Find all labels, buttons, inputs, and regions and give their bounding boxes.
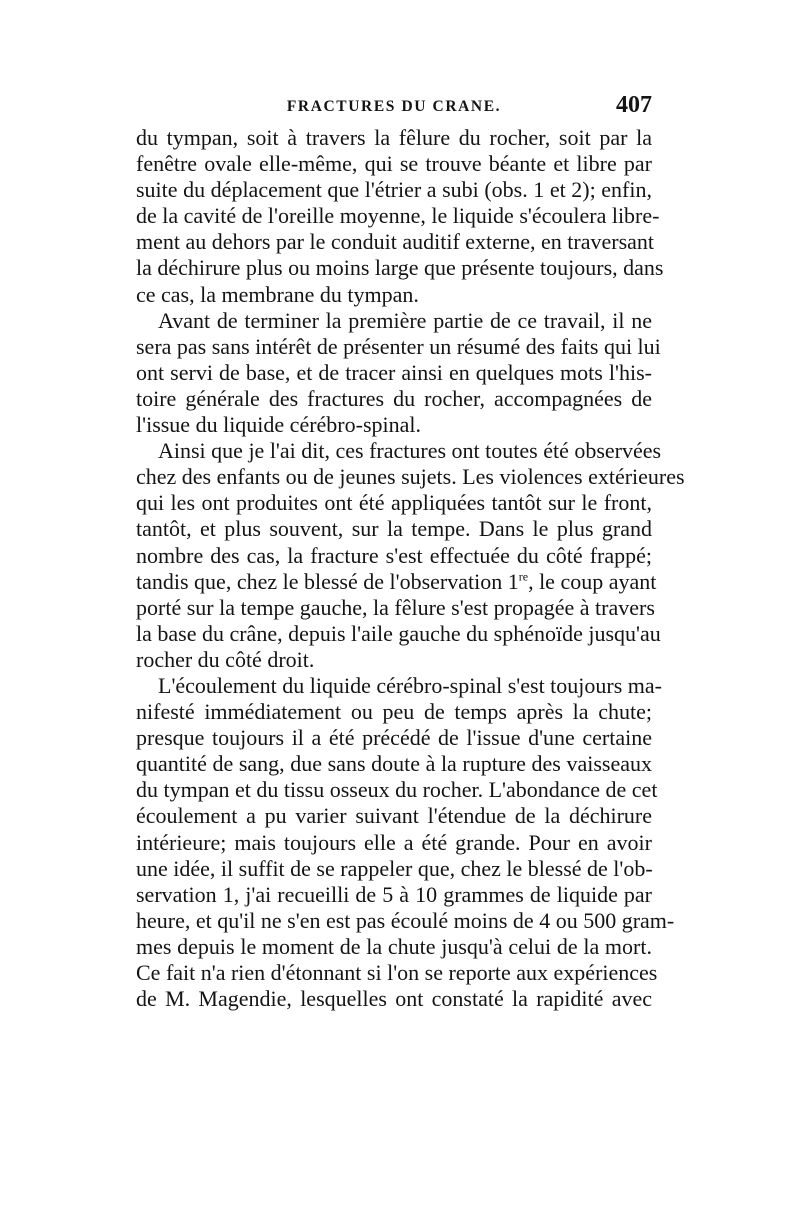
text-line: du tympan et du tissu osseux du rocher. L'abondance de cet [136,777,658,803]
body-text [136,125,685,1012]
page-number: 407 [616,92,652,118]
text-line: l'issue du liquide cérébro-spinal. [136,412,422,438]
text-segment: , le coup ayant [528,568,657,594]
text-line: mes depuis le moment de la chute jusqu'à celui de la mort. [136,933,652,959]
text-line-with-superscript [136,568,657,595]
text-line: porté sur la tempe gauche, la fêlure s'est propagée à travers [136,594,655,620]
text-line: heure, et qu'il ne s'en est pas écoulé moins de 4 ou 500 gram- [136,907,675,933]
text-line: tantôt, et plus souvent, sur la tempe. Dans le plus grand [136,516,652,542]
text-line: servation 1, j'ai recueilli de 5 à 10 grammes de liquide par [136,881,652,907]
text-line: rocher du côté droit. [136,646,315,672]
text-line: quantité de sang, due sans doute à la rupture des vaisseaux [136,751,652,777]
text-line: Ce fait n'a rien d'étonnant si l'on se reporte aux expériences [136,960,658,985]
text-segment: tandis que, chez le blessé de l'observation 1 [136,568,519,594]
text-line: chez des enfants ou de jeunes sujets. Les violences extérieures [136,464,685,490]
paragraph-start-line: L'écoulement du liquide cérébro-spinal s'est toujours ma- [158,672,663,698]
text-line: fenêtre ovale elle-même, qui se trouve béante et libre par [136,151,652,177]
text-line: la déchirure plus ou moins large que présente toujours, dans [136,255,664,281]
text-line: ce cas, la membrane du tympan. [136,281,419,307]
text-line: du tympan, soit à travers la fêlure du rocher, soit par la [136,125,652,150]
text-line: ont servi de base, et de tracer ainsi en quelques mots l'his- [136,359,652,385]
text-line: presque toujours il a été précédé de l'issue d'une certaine [136,725,652,751]
text-line: écoulement a pu varier suivant l'étendue de la déchirure [136,803,652,829]
ordinal-superscript: re [518,569,529,584]
text-line: une idée, il suffit de se rappeler que, chez le blessé de l'ob- [136,855,653,881]
text-line: qui les ont produites ont été appliquées tantôt sur le front, [136,490,652,516]
text-line: intérieure; mais toujours elle a été grande. Pour en avoir [136,829,652,855]
running-head [136,92,652,124]
text-line: toire générale des fractures du rocher, accompagnées de [136,385,652,411]
running-title: FRACTURES DU CRANE. [286,98,502,115]
text-line: sera pas sans intérêt de présenter un résumé des faits qui lui [136,333,661,359]
text-line: de la cavité de l'oreille moyenne, le liquide s'écoulera libre- [136,203,660,229]
text-line: ment au dehors par le conduit auditif externe, en traversant [136,229,655,255]
text-line: de M. Magendie, lesquelles ont constaté la rapidité avec [136,986,652,1012]
paragraph-start-line: Ainsi que je l'ai dit, ces fractures ont toutes été observées [158,438,662,464]
text-line: nifesté immédiatement ou peu de temps après la chute; [136,699,652,725]
text-line: la base du crâne, depuis l'aile gauche du sphénoïde jusqu'au [136,620,661,646]
text-line: nombre des cas, la fracture s'est effectuée du côté frappé; [136,542,652,568]
text-line: suite du déplacement que l'étrier a subi (obs. 1 et 2); enfin, [136,177,652,203]
paragraph-start-line: Avant de terminer la première partie de ce travail, il ne [158,307,652,333]
